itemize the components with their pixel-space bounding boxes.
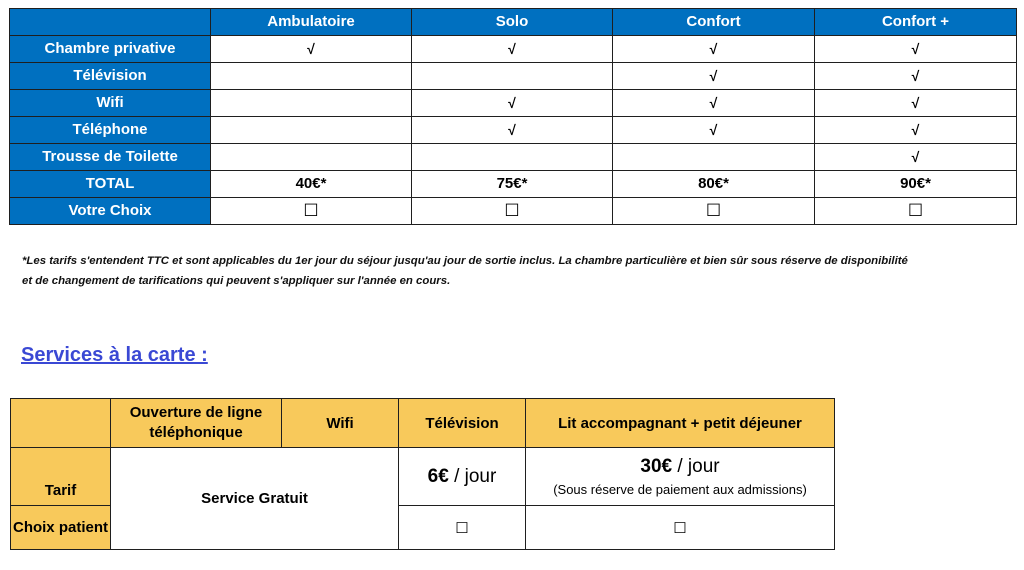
services-header-row xyxy=(11,399,835,448)
check-cell xyxy=(613,144,815,171)
column-header-confort: Confort xyxy=(613,9,815,36)
column-header-ambulatoire: Ambulatoire xyxy=(211,9,412,36)
header-accompanying-bed: Lit accompagnant + petit déjeuner xyxy=(526,399,835,448)
column-header-confort-plus: Confort + xyxy=(815,9,1017,36)
check-cell xyxy=(412,63,613,90)
choice-checkbox-television[interactable]: ☐ xyxy=(399,506,526,550)
row-label-television: Télévision xyxy=(10,63,211,90)
services-corner-cell xyxy=(11,399,111,448)
table-row xyxy=(10,144,1017,171)
check-mark: √ xyxy=(815,144,1017,171)
pricing-table xyxy=(9,8,1017,225)
check-mark: √ xyxy=(815,117,1017,144)
check-mark: √ xyxy=(412,117,613,144)
total-price-ambulatoire: 40€* xyxy=(211,171,412,198)
check-cell xyxy=(412,144,613,171)
row-label-total: TOTAL xyxy=(10,171,211,198)
pricing-header-row xyxy=(10,9,1017,36)
choice-checkbox-confort-plus[interactable]: ☐ xyxy=(815,198,1017,225)
footnote-line-1: *Les tarifs s'entendent TTC et sont applicables du 1er jour du séjour jusqu'au jour de sortie inclus. La chambre particulière et bien sûr sous réserve de disponibilité xyxy=(22,255,908,267)
check-cell xyxy=(211,117,412,144)
table-row-choice xyxy=(10,198,1017,225)
row-label-choix-patient: Choix patient xyxy=(11,506,111,550)
bed-price-unit: / jour xyxy=(672,456,720,477)
header-wifi: Wifi xyxy=(282,399,399,448)
choice-checkbox-solo[interactable]: ☐ xyxy=(412,198,613,225)
free-service-cell: Service Gratuit xyxy=(111,448,399,550)
row-label-trousse-de-toilette: Trousse de Toilette xyxy=(10,144,211,171)
check-cell xyxy=(211,63,412,90)
check-mark: √ xyxy=(412,90,613,117)
header-phone-line: Ouverture de ligne téléphonique xyxy=(111,399,282,448)
table-row-total xyxy=(10,171,1017,198)
total-price-solo: 75€* xyxy=(412,171,613,198)
row-label-wifi: Wifi xyxy=(10,90,211,117)
total-price-confort: 80€* xyxy=(613,171,815,198)
check-mark: √ xyxy=(613,36,815,63)
services-tarif-row xyxy=(11,448,835,506)
check-mark: √ xyxy=(412,36,613,63)
row-label-chambre-privative: Chambre privative xyxy=(10,36,211,63)
check-mark: √ xyxy=(211,36,412,63)
row-label-telephone: Téléphone xyxy=(10,117,211,144)
table-row xyxy=(10,117,1017,144)
tv-price-unit: / jour xyxy=(448,465,497,487)
pricing-footnote xyxy=(22,251,1012,291)
check-mark: √ xyxy=(613,63,815,90)
footnote-line-2: et de changement de tarifications qui peuvent s'appliquer sur l'année en cours. xyxy=(22,275,451,287)
services-title: Services à la carte : xyxy=(21,344,208,366)
check-mark: √ xyxy=(815,90,1017,117)
services-table xyxy=(10,398,835,550)
row-label-tarif: Tarif xyxy=(11,448,111,506)
bed-price: 30€ xyxy=(640,456,673,477)
bed-price-note: (Sous réserve de paiement aux admissions) xyxy=(553,482,807,497)
pricing-corner-cell xyxy=(10,9,211,36)
check-cell xyxy=(211,90,412,117)
check-mark: √ xyxy=(613,90,815,117)
row-label-votre-choix: Votre Choix xyxy=(10,198,211,225)
bed-price-cell xyxy=(526,448,835,506)
check-mark: √ xyxy=(613,117,815,144)
choice-checkbox-accompanying-bed[interactable]: ☐ xyxy=(526,506,835,550)
check-cell xyxy=(211,144,412,171)
tv-price-cell xyxy=(399,448,526,506)
table-row xyxy=(10,63,1017,90)
check-mark: √ xyxy=(815,63,1017,90)
column-header-solo: Solo xyxy=(412,9,613,36)
tv-price: 6€ xyxy=(427,465,449,487)
choice-checkbox-confort[interactable]: ☐ xyxy=(613,198,815,225)
total-price-confort-plus: 90€* xyxy=(815,171,1017,198)
check-mark: √ xyxy=(815,36,1017,63)
choice-checkbox-ambulatoire[interactable]: ☐ xyxy=(211,198,412,225)
header-television: Télévision xyxy=(399,399,526,448)
table-row xyxy=(10,36,1017,63)
table-row xyxy=(10,90,1017,117)
